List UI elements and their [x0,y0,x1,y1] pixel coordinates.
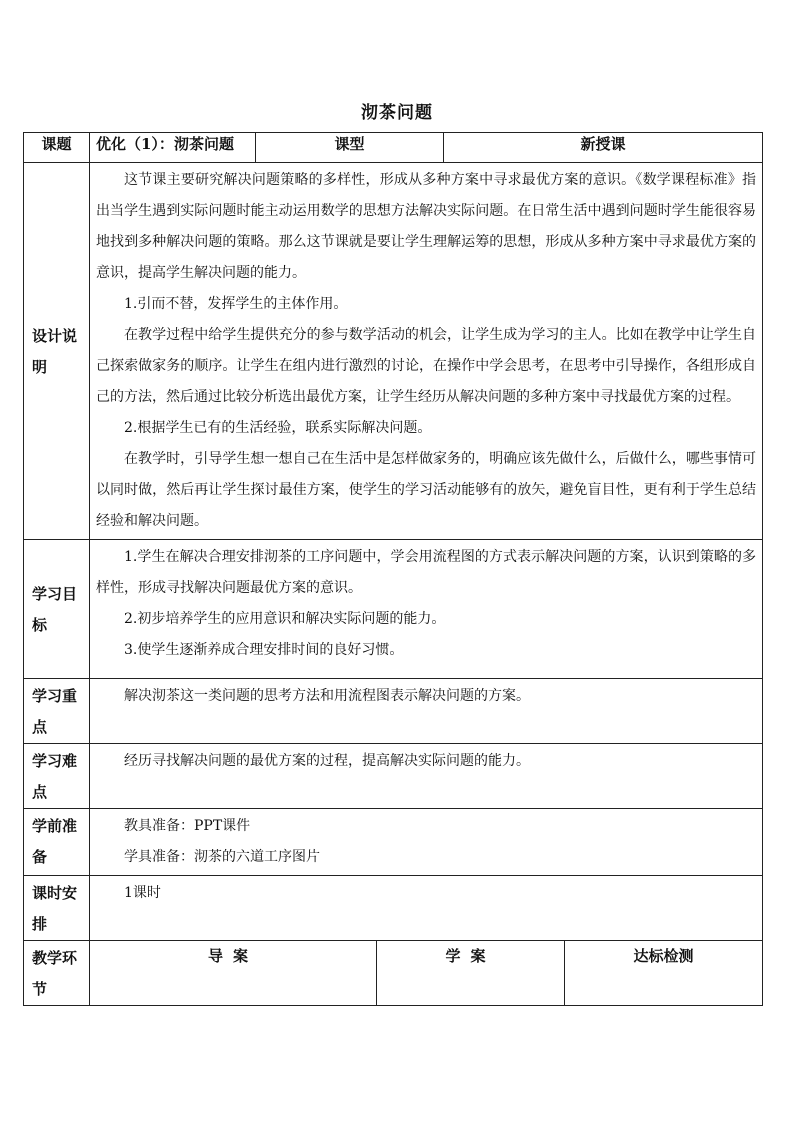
preparation-label: 学前准备 [24,809,90,876]
check-header: 达标检测 [565,941,763,1006]
stage-label: 教学环节 [24,941,90,1006]
study-label: 学案 [445,947,496,965]
key-points-content [90,679,763,744]
topic-value: 优化（1）：沏茶问题 [90,133,256,163]
page-title: 沏茶问题 [361,103,433,123]
design-paragraph: 这节课主要研究解决问题策略的多样性，形成从多种方案中寻求最优方案的意识。《数学课程标准》指出当学生遇到实际问题时能主动运用数学的思想方法解决实际问题。在日常生活中遇到问题时学生能很容易地找到多种解决问题的策略。那么这节课就是要让学生理解运筹的思想，形成从多种方案中寻求最优方案的意识，提高学生解决问题的能力。 [96,172,757,281]
student-prep: 学具准备：沏茶的六道工序图片 [124,849,320,865]
guide-label: 导案 [207,947,258,965]
hours-label: 课时安排 [24,876,90,941]
teacher-prep: 教具准备：PPT课件 [124,818,251,834]
study-header [377,941,565,1006]
design-paragraph: 在教学过程中给学生提供充分的参与数学活动的机会，让学生成为学习的主人。比如在教学中让学生自己探索做家务的顺序。让学生在组内进行激烈的讨论，在操作中学会思考，在思考中引导操作，各组形成自己的方法，然后通过比较分析选出最优方案，让学生经历从解决问题的多种方案中寻找最优方案的过程。 [96,327,757,405]
goals-label: 学习目标 [24,540,90,679]
goals-row [24,540,763,679]
footer-row [24,941,763,1006]
difficulties-label: 学习难点 [24,744,90,809]
preparation-row [24,809,763,876]
guide-header [90,941,377,1006]
preparation-content [90,809,763,876]
design-paragraph: 1.引而不替，发挥学生的主体作用。 [124,296,348,312]
key-points-row [24,679,763,744]
hours-row [24,876,763,941]
key-points-text: 解决沏茶这一类问题的思考方法和用流程图表示解决问题的方案。 [124,688,530,704]
difficulties-content [90,744,763,809]
hours-value: 1课时 [124,885,161,901]
design-label: 设计说明 [24,163,90,540]
lesson-plan-table [23,132,763,1006]
design-paragraph: 2.根据学生已有的生活经验，联系实际解决问题。 [124,420,432,436]
difficulties-text: 经历寻找解决问题的最优方案的过程，提高解决实际问题的能力。 [124,753,530,769]
design-paragraph: 在教学时，引导学生想一想自己在生活中是怎样做家务的，明确应该先做什么，后做什么，哪些事情可以同时做，然后再让学生探讨最佳方案，使学生的学习活动能够有的放矢，避免盲目性，更有利于学生总结经验和解决问题。 [96,451,757,529]
design-row [24,163,763,540]
header-row [24,133,763,163]
goals-content [90,540,763,679]
hours-content [90,876,763,941]
difficulties-row [24,744,763,809]
topic-label: 课题 [24,133,90,163]
goal-item: 2.初步培养学生的应用意识和解决实际问题的能力。 [124,611,446,627]
goal-item: 1.学生在解决合理安排沏茶的工序问题中，学会用流程图的方式表示解决问题的方案，认识到策略的多样性，形成寻找解决问题最优方案的意识。 [96,549,757,596]
type-label: 课型 [256,133,444,163]
type-value: 新授课 [444,133,763,163]
goal-item: 3.使学生逐渐养成合理安排时间的良好习惯。 [124,642,404,658]
key-points-label: 学习重点 [24,679,90,744]
design-content [90,163,763,540]
